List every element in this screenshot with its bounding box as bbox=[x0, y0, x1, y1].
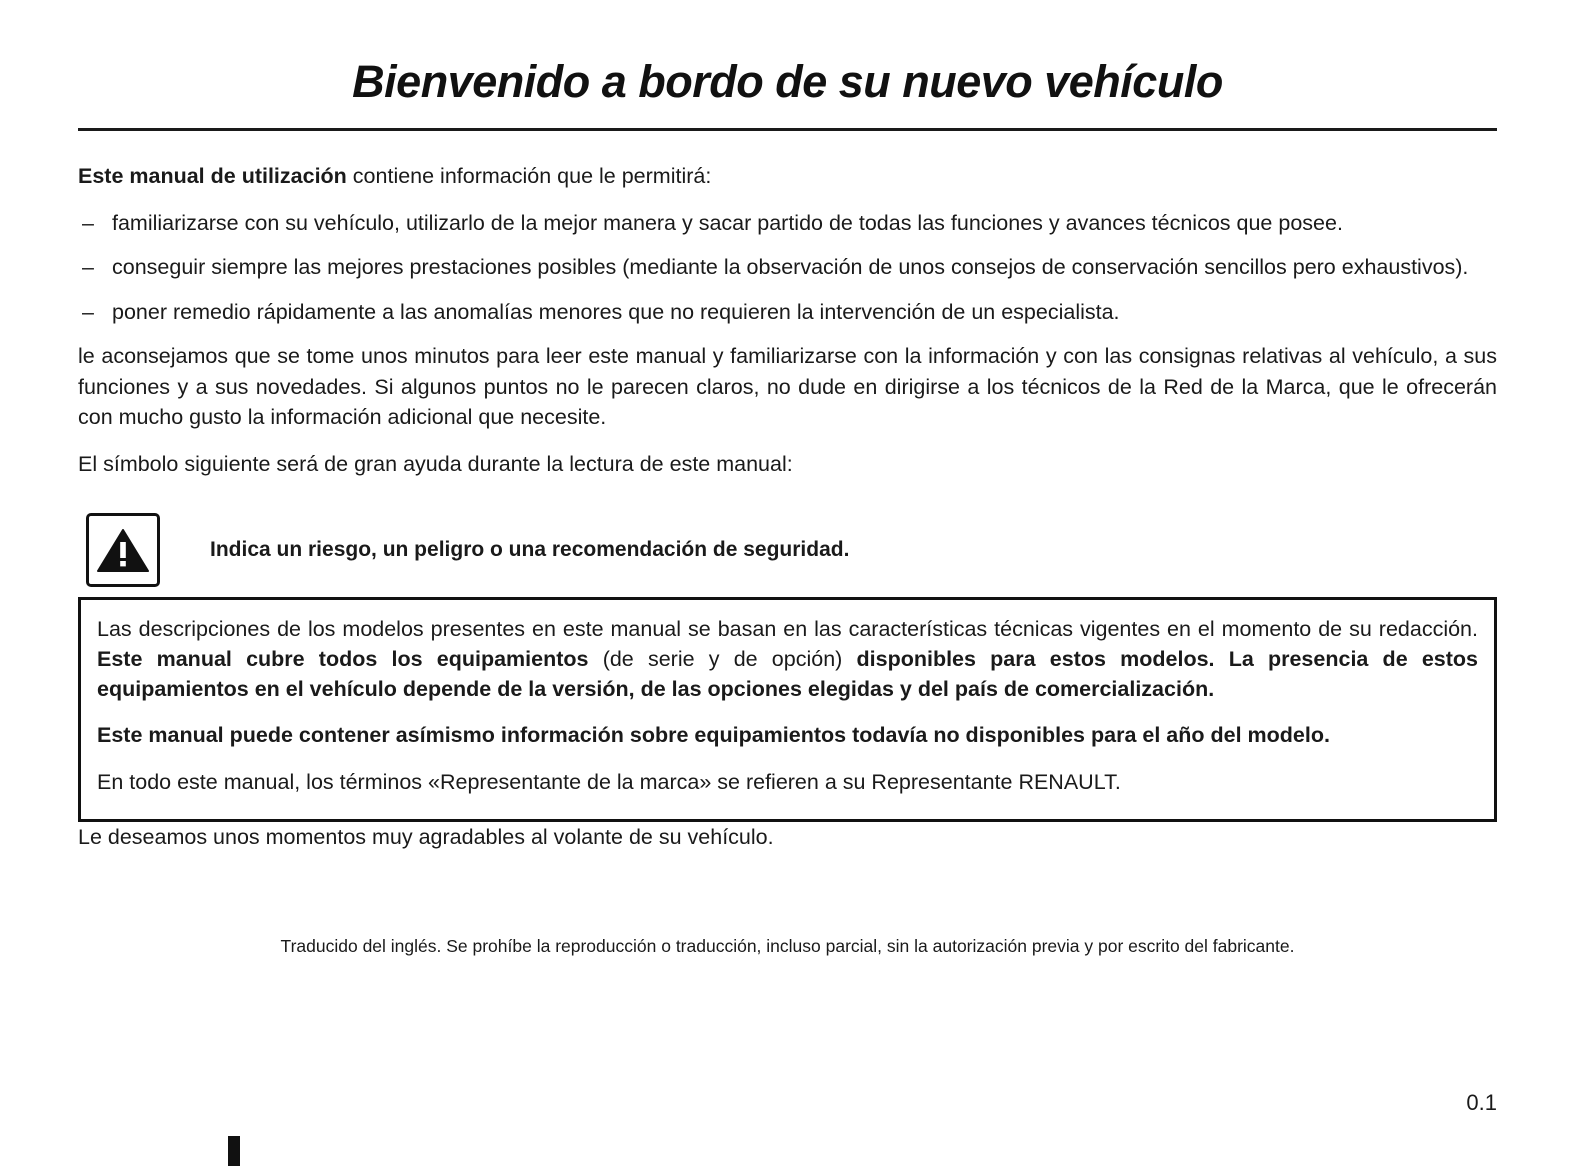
notice-paragraph-3: En todo este manual, los términos «Representante de la marca» se refieren a su Representante RENAULT. bbox=[97, 769, 1121, 794]
intro-lead-rest: contiene información que le permitirá: bbox=[346, 164, 712, 188]
notice-box bbox=[78, 597, 1497, 821]
dash-marker: – bbox=[82, 255, 94, 280]
list-item bbox=[78, 208, 1497, 239]
intro-paragraph bbox=[78, 161, 1497, 192]
notice-p1-part1: Las descripciones de los modelos presentes en este manual se basan en las características técnicas vigentes en el momento de su redacción. bbox=[97, 617, 1478, 642]
notice-paragraph-2: Este manual puede contener asímismo información sobre equipamientos todavía no disponibles para el año del modelo. bbox=[97, 723, 1330, 748]
list-item bbox=[78, 252, 1497, 283]
document-body bbox=[78, 161, 1497, 957]
capability-list bbox=[78, 208, 1497, 328]
list-item-text: familiarizarse con su vehículo, utilizarlo de la mejor manera y sacar partido de todas las funciones y avances técnicos que posee. bbox=[112, 210, 1343, 235]
list-item-text: poner remedio rápidamente a las anomalías menores que no requieren la intervención de un especialista. bbox=[112, 299, 1120, 324]
title-divider bbox=[78, 128, 1497, 131]
advice-paragraph: le aconsejamos que se tome unos minutos para leer este manual y familiarizarse con la información y con las consignas relativas al vehículo, a sus funciones y a sus novedades. Si algunos puntos no le parecen claros, no dude en dirigirse a los técnicos de la Red de la Marca, que le ofrecerán con mucho gusto la información adicional que necesite. bbox=[78, 344, 1497, 430]
page-title: Bienvenido a bordo de su nuevo vehículo bbox=[352, 56, 1223, 107]
credit-note: Traducido del inglés. Se prohíbe la reproducción o traducción, incluso parcial, sin la autorización previa y por escrito del fabricante. bbox=[280, 936, 1295, 957]
notice-paragraph-1 bbox=[97, 614, 1478, 704]
notice-p1-part2: (de serie y de opción) bbox=[588, 647, 857, 672]
dash-marker: – bbox=[82, 210, 94, 235]
intro-lead-bold: Este manual de utilización bbox=[78, 164, 347, 188]
symbol-intro-paragraph: El símbolo siguiente será de gran ayuda durante la lectura de este manual: bbox=[78, 451, 793, 476]
list-item bbox=[78, 297, 1497, 328]
warning-symbol-row bbox=[78, 513, 1497, 587]
list-item-text: conseguir siempre las mejores prestaciones posibles (mediante la observación de unos consejos de conservación sencillos pero exhaustivos). bbox=[112, 255, 1469, 280]
warning-triangle-icon bbox=[86, 513, 160, 587]
edge-marker bbox=[228, 1136, 240, 1166]
dash-marker: – bbox=[82, 299, 94, 324]
warning-text: Indica un riesgo, un peligro o una recomendación de seguridad. bbox=[210, 538, 850, 562]
closing-paragraph: Le deseamos unos momentos muy agradables al volante de su vehículo. bbox=[78, 824, 774, 849]
notice-p1-bold2: disponibles para estos modelos. La presencia de estos equipamientos en el vehículo depende de la versión, de las opciones elegidas y del país de comercialización. bbox=[97, 647, 1479, 702]
notice-p1-bold1: Este manual cubre todos los equipamientos bbox=[97, 647, 589, 672]
page-number: 0.1 bbox=[1466, 1090, 1497, 1115]
